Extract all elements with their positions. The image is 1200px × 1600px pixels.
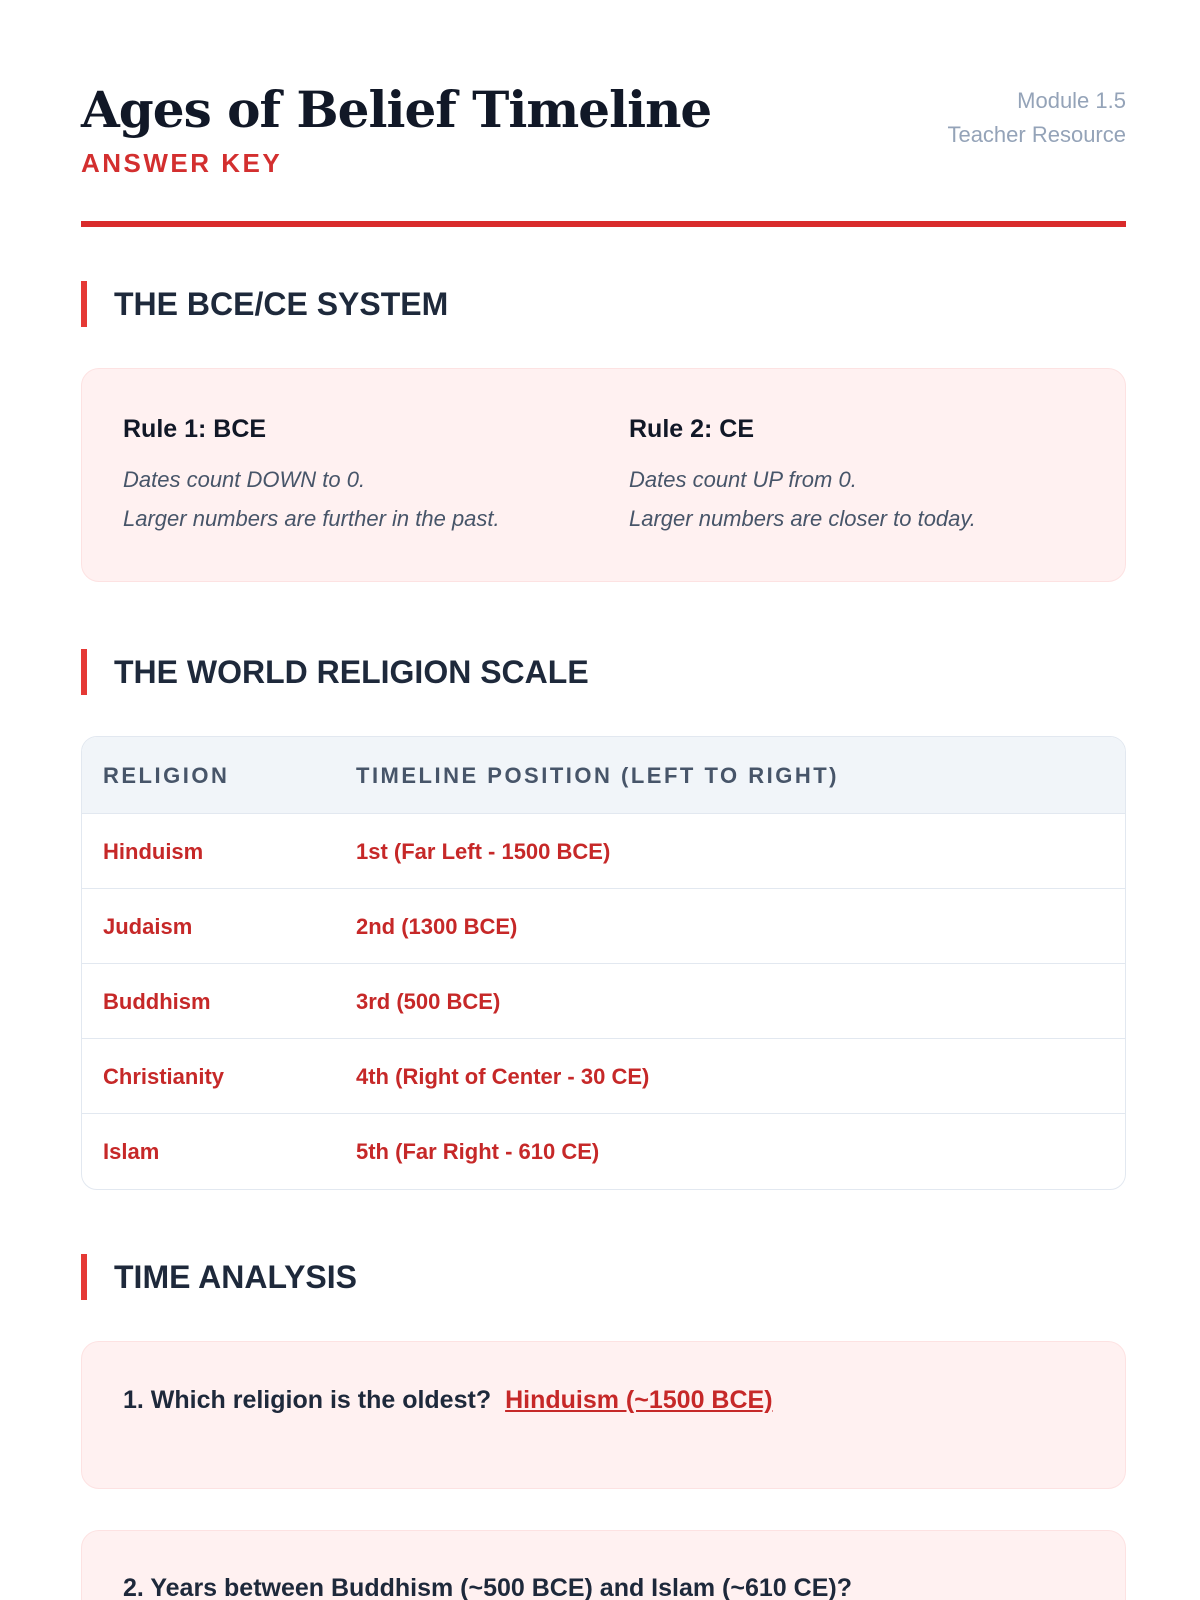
question-box-2 xyxy=(81,1530,1126,1600)
rule-line: Dates count DOWN to 0. xyxy=(123,467,366,492)
section-heading-system: THE BCE/CE SYSTEM xyxy=(81,281,448,327)
rule-line: Larger numbers are closer to today. xyxy=(629,506,976,531)
table-row xyxy=(82,814,1125,889)
resource-type: Teacher Resource xyxy=(947,122,1126,147)
question-box-1 xyxy=(81,1341,1126,1489)
rule-line: Dates count UP from 0. xyxy=(629,467,857,492)
religion-cell: Islam xyxy=(103,1139,160,1164)
header-divider xyxy=(81,221,1126,227)
page-title: Ages of Belief Timeline xyxy=(81,80,712,139)
religion-cell: Hinduism xyxy=(103,839,204,864)
religion-cell: Christianity xyxy=(103,1064,225,1089)
module-meta xyxy=(947,84,1126,152)
page-header xyxy=(81,0,1126,230)
position-cell: 1st (Far Left - 1500 BCE) xyxy=(356,839,611,864)
question-answer: Hinduism (~1500 BCE) xyxy=(505,1386,773,1414)
position-cell: 2nd (1300 BCE) xyxy=(356,914,518,939)
position-cell: 3rd (500 BCE) xyxy=(356,989,501,1014)
table-header xyxy=(82,737,1125,814)
question-1 xyxy=(123,1386,773,1415)
table-row xyxy=(82,889,1125,964)
religion-table xyxy=(81,736,1126,1190)
rule-title: Rule 1: BCE xyxy=(123,415,267,443)
worksheet-page xyxy=(81,0,1126,1600)
column-header-position: TIMELINE POSITION (LEFT TO RIGHT) xyxy=(356,763,839,788)
religion-cell: Judaism xyxy=(103,914,193,939)
rule-description xyxy=(629,460,976,538)
column-header-religion: RELIGION xyxy=(103,763,230,788)
position-cell: 4th (Right of Center - 30 CE) xyxy=(356,1064,650,1089)
rule-bce xyxy=(123,415,500,538)
section-heading-analysis: TIME ANALYSIS xyxy=(81,1254,357,1300)
rule-line: Larger numbers are further in the past. xyxy=(123,506,500,531)
table-row xyxy=(82,964,1125,1039)
religion-cell: Buddhism xyxy=(103,989,211,1014)
rule-ce xyxy=(629,415,976,538)
module-number: Module 1.5 xyxy=(1017,88,1126,113)
rule-title: Rule 2: CE xyxy=(629,415,755,443)
table-row xyxy=(82,1114,1125,1189)
question-text: 1. Which religion is the oldest? xyxy=(123,1386,492,1414)
question-2 xyxy=(123,1574,852,1600)
position-cell: 5th (Far Right - 610 CE) xyxy=(356,1139,600,1164)
section-heading-scale: THE WORLD RELIGION SCALE xyxy=(81,649,589,695)
answer-key-label: ANSWER KEY xyxy=(81,148,283,178)
table-row xyxy=(82,1039,1125,1114)
question-text: 2. Years between Buddhism (~500 BCE) and Islam (~610 CE)? xyxy=(123,1574,852,1600)
rule-description xyxy=(123,460,500,538)
bce-ce-rules-box xyxy=(81,368,1126,582)
